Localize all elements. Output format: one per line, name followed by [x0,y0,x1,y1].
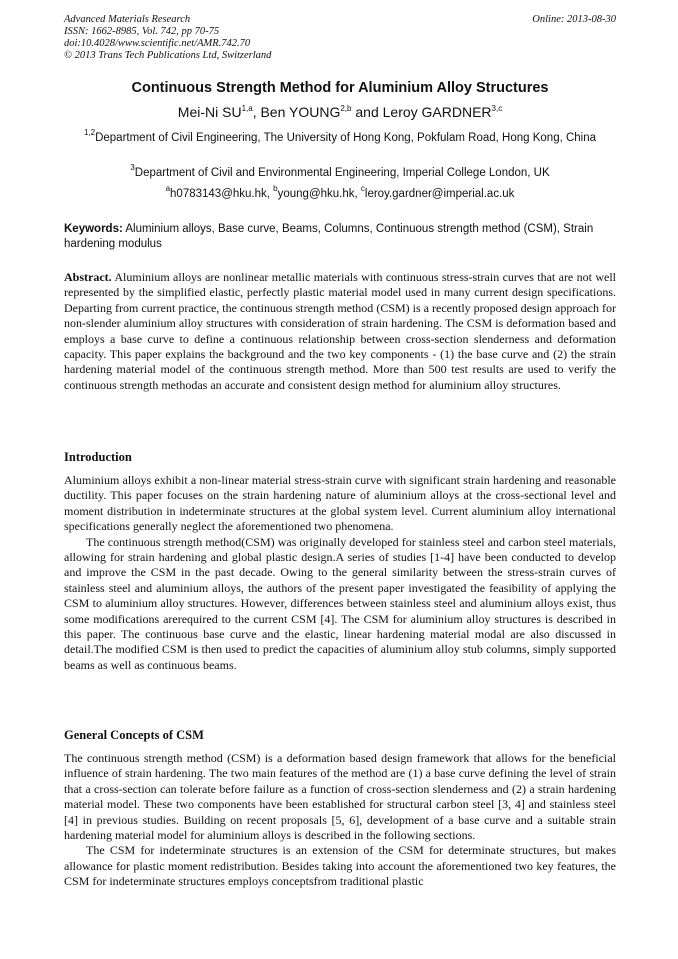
email-sup: a [165,184,171,193]
journal-header [64,14,616,62]
email-sup: b [273,184,278,193]
paper-title: Continuous Strength Method for Aluminium Alloy Structures [131,80,549,96]
affiliation-2 [64,163,616,181]
affiliation-text: Department of Civil Engineering, The University of Hong Kong, Pokfulam Road, Hong Kong, China [95,132,597,144]
introduction-body [64,473,616,673]
affiliation-text: Department of Civil and Environmental Engineering, Imperial College London, UK [134,167,550,179]
author-name: Mei-Ni SU [177,104,242,120]
doi: doi:10.4028/www.scientific.net/AMR.742.70 [64,38,251,49]
author-name: Leroy GARDNER [382,104,492,120]
email-sup: c [360,184,365,193]
section-heading-introduction: Introduction [64,450,132,464]
author-sup: 2,b [340,104,352,113]
author-sep: , [252,104,261,120]
affiliation-1 [64,128,616,146]
journal-name: Advanced Materials Research [64,14,191,25]
author-sup: 1,a [241,104,253,113]
email-link[interactable]: young@hku.hk, [277,188,361,200]
author-list [64,104,616,120]
issn: ISSN: 1662-8985, Vol. 742, pp 70-75 [64,26,220,37]
abstract [64,270,616,393]
paragraph: The continuous strength method(CSM) was originally developed for stainless steel and carbon steel materials, allowing for strain hardening and global plastic design.A series of studies [1-4] have been conducted to develop and improve the CSM in the past decade. Owing to the general similarity between the stress-strain curves of stainless steel and aluminium alloys, the authors of the present paper investigated the feasibility of applying the CSM to aluminium alloy structures. However, differences between stainless steel and aluminium alloys exist, thus some modifications arerequired to the current CSM [4]. The CSM for aluminium alloy structures is described in this paper. The continuous base curve and the elastic, linear hardening material modal are also discussed in detail.The modified CSM is then used to predict the capacities of aluminium alloy stub columns, simply supported beams as well as continuous beams. [64,534,616,672]
paragraph: The CSM for indeterminate structures is an extension of the CSM for determinate structures, but makes allowance for plastic moment redistribution. Besides taking into account the aforementioned two key features, the CSM for indeterminate structures employs conceptsfrom traditional plastic [64,843,616,889]
author-sup: 3,c [491,104,503,113]
paragraph: The continuous strength method (CSM) is a deformation based design framework that allows for the beneficial influence of strain hardening. The two main features of the method are (1) a base curve defining the level of strain that a cross-section can tolerate before failure as a function of cross-section slenderness and (2) a strain hardening material model. These two components have been established for structural carbon steel [3, 4] and stainless steel [4] in previous studies. Building on recent proposals [5, 6], development of a base curve and a suitable strain hardening material model for aluminium alloys is described in the following sections. [64,751,616,843]
abstract-text: Aluminium alloys are nonlinear metallic materials with continuous stress-strain curves that are not well represented by the simplified elastic, perfectly plastic material model used in many current design specifications. Departing from current practice, the continuous strength method (CSM) is a recently proposed design approach for non-slender aluminium alloy structures with consideration of strain hardening. The CSM is deformation based and employs a base curve to define a continuous relationship between cross-section slenderness and deformation capacity. This paper explains the background and the two key components - (1) the base curve and (2) the strain hardening material model of the continuous strength method. More than 500 test results are used to verify the continuous strength methodas an accurate and consistent design method for aluminium alloy structures. [64,270,616,392]
abstract-label: Abstract. [64,270,112,284]
affiliation-sup: 3 [130,163,135,172]
keywords-label: Keywords: [64,223,123,235]
email-link[interactable]: h0783143@hku.hk, [170,188,274,200]
keywords [64,222,616,252]
paragraph: Aluminium alloys exhibit a non-linear material stress-strain curve with significant strain hardening and reasonable ductility. This paper focuses on the strain hardening nature of aluminium alloys at the cross-sectional level and moment distribution in indeterminate structures at the global system level. Current aluminium alloy international specifications generally neglect the aforementioned two phenomena. [64,473,616,534]
keywords-text: Aluminium alloys, Base curve, Beams, Columns, Continuous strength method (CSM), Strain hardening modulus [64,223,594,250]
section-heading-general-concepts: General Concepts of CSM [64,728,204,742]
author-sep: and [351,104,383,120]
online-date: Online: 2013-08-30 [532,14,616,25]
affiliation-sup: 1,2 [83,128,96,137]
email-link[interactable]: leroy.gardner@imperial.ac.uk [364,188,515,200]
email-list [64,184,616,200]
author-name: Ben YOUNG [260,104,341,120]
general-concepts-body [64,751,616,890]
copyright: © 2013 Trans Tech Publications Ltd, Switzerland [64,50,272,61]
